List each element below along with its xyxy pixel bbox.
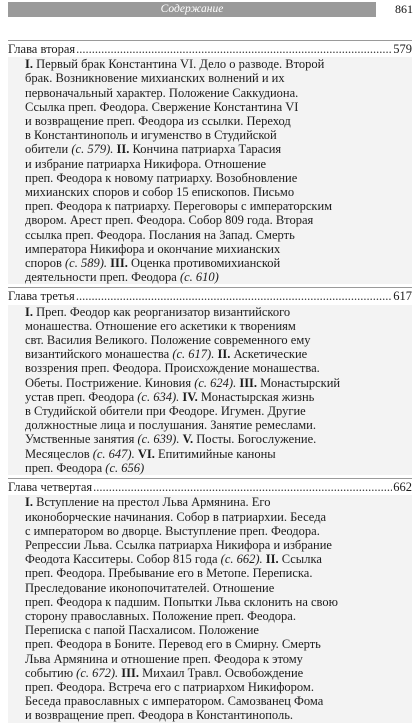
summary-line: преп. Феодора к патриарху. Переговоры с императорским	[25, 199, 333, 214]
summary-line: воззрения преп. Феодора. Происхождение монашества.	[25, 361, 320, 376]
chapter-page: 617	[393, 289, 412, 304]
chapter-heading-line	[8, 41, 412, 56]
summary-line: I. Вступление на престол Льва Армянина. Его	[25, 495, 271, 510]
summary-line: монашества. Отношение его аскетики к творениям	[25, 318, 296, 333]
summary-line: Феодота Касситеры. Собор 815 года (с. 662). II. Ссылка	[25, 552, 322, 567]
summary-line: и избрание патриарха Никифора. Отношение	[25, 156, 267, 171]
summary-line: обители (с. 579). II. Кончина патриарха Тарасия	[25, 142, 282, 157]
summary-line: в Студийской обители при Феодоре. Игумен. Другие	[25, 404, 306, 419]
summary-line: Беседа православных с императором. Самозванец Фома	[25, 694, 324, 709]
summary-line: Преследование иконопочитателей. Отношение	[25, 580, 275, 595]
chapter-title: Глава четвертая	[8, 480, 93, 495]
summary-line: споров (с. 589). III. Оценка противомихианской	[25, 256, 281, 271]
summary-line: устав преп. Феодора (с. 634). IV. Монастырская жизнь	[25, 389, 315, 404]
page-number: 861	[395, 2, 413, 16]
chapter-page: 662	[393, 480, 412, 495]
summary-line: и возвращение преп. Феодора из ссылки. Переход	[25, 114, 291, 129]
chapter-page: 579	[393, 42, 412, 56]
summary-line: Месяцеслов (с. 647). VI. Епитимийные каноны	[25, 446, 276, 461]
summary-line: преп. Феодора в Боните. Перевод его в Смирну. Смерть	[25, 637, 321, 652]
chapter-entry	[8, 287, 412, 475]
summary-line: ссылка преп. Феодора. Послания на Запад. Смерть	[25, 227, 295, 242]
running-header	[0, 0, 415, 20]
summary-line: Обеты. Пострижение. Киновия (с. 624). III. Монастырский	[25, 375, 341, 390]
summary-line: событию (с. 672). III. Михаил Травл. Освобождение	[25, 665, 304, 680]
summary-line: иконоборческие начинания. Собор в патриархии. Беседа	[25, 509, 327, 524]
chapter-heading-line	[8, 479, 412, 494]
chapter-title: Глава третья	[8, 289, 75, 304]
leader-dots	[76, 289, 392, 303]
summary-line: I. Первый брак Константина VI. Дело о разводе. Второй	[25, 57, 325, 72]
summary-line: Льва Армянина и отношение преп. Феодора к этому	[25, 651, 303, 666]
running-title: Содержание	[160, 3, 224, 15]
summary-line: преп. Феодора (с. 656)	[25, 460, 145, 475]
summary-line: преп. Феодора. Пребывание его в Метопе. Переписка.	[25, 566, 313, 581]
summary-line: в Константинополь и игуменство в Студийской	[25, 128, 277, 143]
chapter-heading-line	[8, 288, 412, 303]
summary-line: свт. Василия Великого. Положение современного ему	[25, 333, 311, 348]
summary-line: I. Преп. Феодор как реорганизатор византийского	[25, 304, 291, 319]
summary-line: михианских споров и собор 15 епископов. Письмо	[25, 185, 295, 200]
summary-line: должностные лица и послушания. Занятие ремеслами.	[25, 418, 316, 433]
table-of-contents	[8, 40, 412, 726]
summary-line: преп. Феодора к новому патриарху. Возобновление	[25, 170, 298, 185]
summary-line: и возвращение преп. Феодора в Константинополь.	[25, 708, 294, 723]
leader-dots	[93, 480, 392, 494]
summary-line: императора Никифора и окончание михианских	[25, 241, 281, 256]
header-bar	[8, 2, 376, 17]
summary-line: брак. Возникновение михианских волнений и их	[25, 71, 285, 86]
summary-line: преп. Феодора. Встреча его с патриархом Никифором.	[25, 679, 314, 694]
summary-line: с императором во дворце. Выступление преп. Феодора.	[25, 523, 320, 538]
chapter-summary	[8, 305, 412, 475]
chapter-title: Глава вторая	[8, 42, 76, 56]
leader-dots	[76, 42, 392, 56]
chapter-entry	[8, 40, 412, 284]
summary-line: сторону православных. Положение преп. Феодора.	[25, 608, 296, 623]
chapter-entry	[8, 478, 412, 722]
summary-line: первоначальный характер. Положение Саккудиона.	[25, 85, 299, 100]
summary-line: двором. Арест преп. Феодора. Собор 809 года. Вторая	[25, 213, 314, 228]
summary-line: преп. Феодора к падшим. Попытки Льва склонить на свою	[25, 594, 338, 609]
chapter-summary	[8, 57, 412, 284]
summary-line: византийского монашества (с. 617). II. Аскетические	[25, 347, 308, 362]
chapter-summary	[8, 495, 412, 722]
summary-line: Ссылка преп. Феодора. Свержение Константина VI	[25, 99, 299, 114]
summary-line: Репрессии Льва. Ссылка патриарха Никифора и избрание	[25, 537, 332, 552]
summary-line: деятельности преп. Феодора (с. 610)	[25, 270, 219, 285]
summary-line: Умственные занятия (с. 639). V. Посты. Богослужение.	[25, 432, 317, 447]
summary-line: Переписка с папой Пасхалисом. Положение	[25, 623, 259, 638]
